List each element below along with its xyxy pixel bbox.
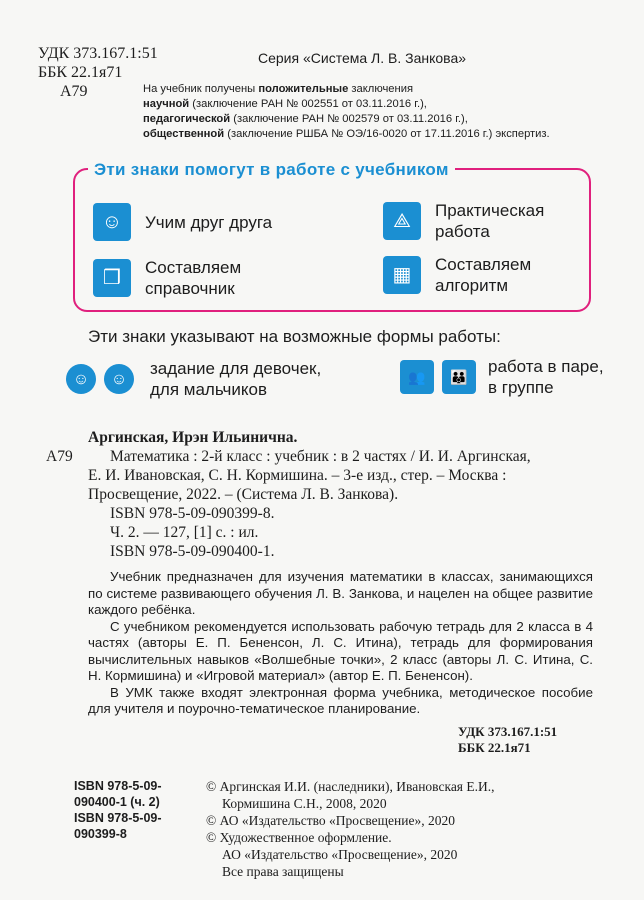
catalog-entry (88, 428, 593, 561)
catalog-id: А79 (46, 448, 73, 465)
isbn-list (0, 778, 206, 880)
paragraph: С учебником рекомендуется использовать рабочую тетрадь для 2 класса в 4 частях (авторы Е. П. Бененсон, Л. С. Итина), тетрадь для формирования вычислительных навыков «Волшебные точки», 2 класс (авторы Л. С. Итина, С. Н. Кормишина) и «Игровой материал» (автор Е. П. Бененсон). (88, 618, 593, 683)
bbk-code: ББК 22.1я71 (458, 739, 531, 755)
series-title: Серия «Система Л. В. Занкова» (258, 50, 467, 66)
footer-classification (458, 724, 644, 756)
paragraph: В УМК также входят электронная форма учебника, методическое пособие для учителя и поурочно-тематическое планирование. (88, 684, 593, 716)
label: для мальчиков (150, 380, 268, 399)
udk-code: УДК 373.167.1:51 (38, 45, 158, 62)
cards-icon: ❒ (93, 259, 131, 297)
label: Учим друг друга (145, 212, 273, 232)
text: © Аргинская И.И. (наследники), Ивановская Е.И., (206, 778, 495, 794)
imprint-flow (0, 428, 644, 892)
text: (заключение РАН № 002551 от 03.11.2016 г.), (189, 98, 427, 110)
label: справочник (145, 279, 235, 298)
text: общественной (143, 128, 225, 140)
udk-code: УДК 373.167.1:51 (458, 723, 558, 739)
copyright (206, 778, 495, 880)
legend-title: Эти знаки помогут в работе с учебником (88, 160, 455, 180)
author: Аргинская, Ирэн Ильинична. (88, 429, 298, 446)
label: Составляем (145, 258, 242, 277)
isbn: ISBN 978-5-09-090400-1. (110, 543, 275, 560)
catalog-row (0, 428, 644, 561)
text: научной (143, 98, 190, 110)
text: АО «Издательство «Просвещение», 2020 (222, 846, 458, 862)
isbn: ISBN 978-5-09-090399-8. (110, 505, 275, 522)
label: Составляем (435, 255, 532, 274)
paragraph: Учебник предназначен для изучения математики в классах, занимающихся по системе развивающего обучения Л. В. Занкова, и нацелен на общее развитие каждого ребёнка. (88, 569, 593, 617)
label: алгоритм (435, 276, 509, 295)
approvals (143, 82, 550, 142)
text: Е. И. Ивановская, С. Н. Кормишина. – 3-е изд., стер. – Москва : (88, 467, 507, 484)
text: Математика : 2-й класс : учебник : в 2 частях / И. И. Аргинская, (110, 448, 531, 465)
text: Все права защищены (222, 863, 344, 879)
label: работа в паре, (488, 357, 604, 376)
text: Просвещение, 2022. – (Система Л. В. Занкова). (88, 486, 399, 503)
text: положительные (258, 83, 349, 95)
author-mark: А79 (60, 83, 88, 100)
forms-title: Эти знаки указывают на возможные формы работы: (88, 327, 501, 346)
legend-item (383, 200, 544, 242)
label: задание для девочек, (150, 359, 322, 378)
description (88, 569, 593, 718)
girl-icon: ☺ (66, 364, 96, 394)
text: © Художественное оформление. (206, 829, 392, 845)
text: © АО «Издательство «Просвещение», 2020 (206, 812, 455, 828)
forms-item (66, 358, 321, 400)
classification-block (38, 44, 158, 101)
text: Ч. 2. — 127, [1] с. : ил. (110, 524, 259, 541)
text: На учебник получены (143, 83, 259, 95)
algorithm-icon: ▦ (383, 256, 421, 294)
text: заключения (348, 83, 414, 95)
label: Практическая (435, 201, 545, 220)
isbn: ISBN 978-5-09-090400-1 (ч. 2) (74, 778, 162, 809)
text: (заключение РШБА № ОЭ/16-0020 от 17.11.2016 г.) экспертиз. (224, 128, 550, 140)
label: в группе (488, 378, 554, 397)
text: Кормишина С.Н., 2008, 2020 (222, 795, 387, 811)
text: (заключение РАН № 002579 от 03.11.2016 г.), (230, 113, 468, 125)
forms-item (400, 356, 604, 398)
label: работа (435, 222, 490, 241)
text: педагогической (143, 113, 231, 125)
legend-item (93, 257, 241, 299)
group-icon: 👪 (442, 360, 476, 394)
compass-ruler-icon: ⟁ (383, 202, 421, 240)
footer (0, 778, 644, 880)
boy-icon: ☺ (104, 364, 134, 394)
two-faces-icon: ☺ (93, 203, 131, 241)
isbn: ISBN 978-5-09-090399-8 (74, 810, 162, 841)
pair-icon: 👥 (400, 360, 434, 394)
bbk-code: ББК 22.1я71 (38, 64, 123, 81)
legend-item (383, 254, 531, 296)
legend-item (93, 203, 272, 241)
